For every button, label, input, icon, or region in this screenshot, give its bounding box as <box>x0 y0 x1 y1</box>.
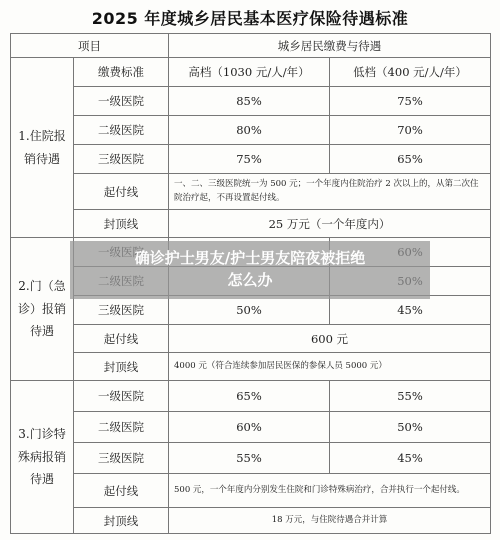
cap-text: 25 万元（一个年度内） <box>169 210 491 238</box>
row-low: 50% <box>330 412 491 443</box>
table-header-row <box>11 34 491 58</box>
table-row <box>11 353 491 381</box>
cap-label: 封顶线 <box>74 508 169 534</box>
section-outpatient: 2.门（急 诊）报销 待遇 <box>11 238 74 381</box>
overlay-text: 确诊护士男友/护士男友陪夜被拒绝 怎么办 <box>134 249 366 289</box>
std-low: 低档（400 元/人/年） <box>330 58 491 87</box>
table-row <box>11 145 491 174</box>
row-high: 85% <box>169 87 330 116</box>
row-high: 60% <box>169 412 330 443</box>
table-row <box>11 58 491 87</box>
row-high: 55% <box>169 443 330 474</box>
table-row <box>11 174 491 210</box>
deductible-label: 起付线 <box>74 325 169 353</box>
row-high: 50% <box>169 296 330 325</box>
cap-label: 封顶线 <box>74 353 169 381</box>
row-high: 80% <box>169 116 330 145</box>
deductible-text: 500 元，一个年度内分别发生住院和门诊特殊病治疗，合并执行一个起付线。 <box>169 474 491 508</box>
table-row <box>11 116 491 145</box>
row-label: 一级医院 <box>74 381 169 412</box>
deductible-label: 起付线 <box>74 174 169 210</box>
table-row <box>11 474 491 508</box>
cap-text: 4000 元（符合连续参加居民医保的参保人员 5000 元） <box>169 353 491 381</box>
document-title: 2025 年度城乡居民基本医疗保险待遇标准 <box>91 9 409 28</box>
row-label: 三级医院 <box>74 296 169 325</box>
row-label: 二级医院 <box>74 412 169 443</box>
table-row <box>11 210 491 238</box>
table-row <box>11 508 491 534</box>
row-low: 70% <box>330 116 491 145</box>
row-low: 75% <box>330 87 491 116</box>
cap-text: 18 万元，与住院待遇合并计算 <box>169 508 491 534</box>
section-special: 3.门诊特 殊病报销 待遇 <box>11 381 74 534</box>
row-label: 二级医院 <box>74 116 169 145</box>
row-low: 45% <box>330 443 491 474</box>
row-high: 75% <box>169 145 330 174</box>
deductible-label: 起付线 <box>74 474 169 508</box>
table-row <box>11 412 491 443</box>
header-item: 项目 <box>11 34 169 58</box>
table-row <box>11 296 491 325</box>
table-row <box>11 325 491 353</box>
section-inpatient: 1.住院报 销待遇 <box>11 58 74 238</box>
std-label: 缴费标准 <box>74 58 169 87</box>
row-low: 55% <box>330 381 491 412</box>
deductible-text: 600 元 <box>169 325 491 353</box>
cap-label: 封顶线 <box>74 210 169 238</box>
header-group: 城乡居民缴费与待遇 <box>169 34 491 58</box>
row-low: 45% <box>330 296 491 325</box>
table-row <box>11 381 491 412</box>
std-high: 高档（1030 元/人/年） <box>169 58 330 87</box>
row-label: 三级医院 <box>74 145 169 174</box>
deductible-text: 一、二、三级医院统一为 500 元；一个年度内住院治疗 2 次以上的，从第二次住院治疗起，不再设置起付线。 <box>169 174 491 210</box>
row-label: 一级医院 <box>74 87 169 116</box>
table-row <box>11 87 491 116</box>
row-high: 65% <box>169 381 330 412</box>
table-row <box>11 443 491 474</box>
row-low: 65% <box>330 145 491 174</box>
row-label: 三级医院 <box>74 443 169 474</box>
caption-overlay <box>70 241 430 299</box>
